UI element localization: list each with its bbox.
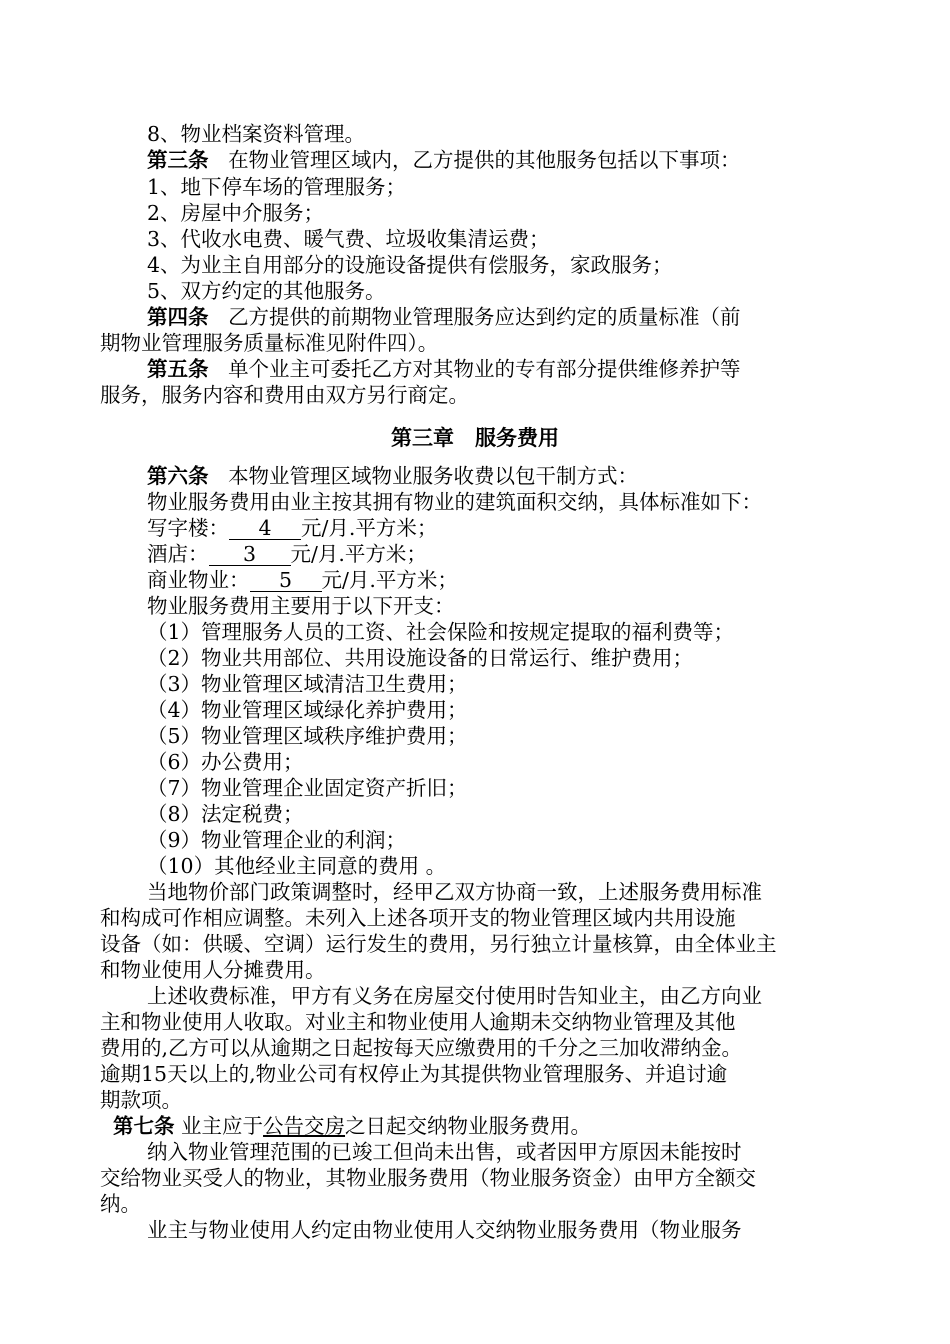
- fee-unit: 元/月.平方米；: [321, 568, 458, 592]
- fee-commercial-value: 5: [250, 569, 322, 592]
- expense-item: （2）物业共用部位、共用设施设备的日常运行、维护费用；: [147, 646, 694, 670]
- article-6: [147, 463, 638, 489]
- fee-office: [147, 515, 437, 541]
- expense-item: （3）物业管理区域清洁卫生费用；: [147, 672, 468, 696]
- user-agreement-para-line: 业主与物业使用人约定由物业使用人交纳物业服务费用（物业服务: [147, 1218, 742, 1242]
- article-5-label: 第五条: [147, 357, 209, 381]
- article-5: [147, 356, 741, 382]
- expense-item: （10）其他经业主同意的费用 。: [147, 854, 447, 878]
- expense-item: （7）物业管理企业固定资产折旧；: [147, 776, 468, 800]
- article-7-text-b: 之日起交纳物业服务费用。: [345, 1114, 592, 1138]
- fee-hotel-value: 3: [209, 543, 291, 566]
- article-3-text: 在物业管理区域内，乙方提供的其他服务包括以下事项：: [228, 148, 741, 172]
- expense-item: （1）管理服务人员的工资、社会保险和按规定提取的福利费等；: [147, 620, 735, 644]
- article-3-label: 第三条: [147, 148, 209, 172]
- article-7-text-underlined: 公告交房: [263, 1114, 346, 1138]
- article-4-text-line2: 期物业管理服务质量标准见附件四）。: [100, 331, 439, 355]
- fee-commercial: [147, 567, 458, 593]
- fee-office-value: 4: [229, 517, 301, 540]
- price-adjust-para-line: 和构成可作相应调整。未列入上述各项开支的物业管理区域内共用设施: [100, 906, 736, 930]
- article-3-item: 5、双方约定的其他服务。: [147, 279, 386, 303]
- article-3-item: 2、房屋中介服务；: [147, 201, 325, 225]
- late-fee-para-line: 费用的,乙方可以从逾期之日起按每天应缴费用的千分之三加收滞纳金。: [100, 1036, 743, 1060]
- article-5-text-line1: 单个业主可委托乙方对其物业的专有部分提供维修养护等: [228, 357, 741, 381]
- fee-unit: 元/月.平方米；: [301, 516, 438, 540]
- article-3-item: 1、地下停车场的管理服务；: [147, 175, 407, 199]
- article-3-item: 3、代收水电费、暖气费、垃圾收集清运费；: [147, 227, 550, 251]
- article-6-text: 本物业管理区域物业服务收费以包干制方式：: [228, 464, 639, 488]
- price-adjust-para-line: 和物业使用人分摊费用。: [100, 958, 326, 982]
- late-fee-para-line: 期款项。: [100, 1088, 182, 1112]
- fee-intro: 物业服务费用由业主按其拥有物业的建筑面积交纳，具体标准如下：: [147, 490, 762, 514]
- price-adjust-para-line: 设备（如：供暖、空调）运行发生的费用，另行独立计量核算，由全体业主: [100, 932, 777, 956]
- late-fee-para-line: 上述收费标准，甲方有义务在房屋交付使用时告知业主，由乙方向业: [147, 984, 762, 1008]
- expense-item: （9）物业管理企业的利润；: [147, 828, 407, 852]
- fee-commercial-label: 商业物业：: [147, 568, 250, 592]
- late-fee-para-line: 逾期15天以上的,物业公司有权停止为其提供物业管理服务、并追讨逾: [100, 1062, 728, 1086]
- expense-item: （6）办公费用；: [147, 750, 304, 774]
- unsold-property-para-line: 纳。: [100, 1192, 141, 1216]
- fee-hotel: [147, 541, 427, 567]
- article-3: [147, 147, 741, 173]
- article-7-label: 第七条: [113, 1114, 175, 1138]
- expense-item: （5）物业管理区域秩序维护费用；: [147, 724, 468, 748]
- fee-hotel-label: 酒店：: [147, 542, 209, 566]
- article-7-text-a: 业主应于: [181, 1114, 264, 1138]
- article-7: [113, 1113, 591, 1139]
- article-3-item: 4、为业主自用部分的设施设备提供有偿服务，家政服务；: [147, 253, 673, 277]
- item-archive-management: 8、物业档案资料管理。: [147, 122, 366, 146]
- article-5-text-line2: 服务，服务内容和费用由双方另行商定。: [100, 383, 469, 407]
- fee-uses-intro: 物业服务费用主要用于以下开支：: [147, 594, 455, 618]
- price-adjust-para-line: 当地物价部门政策调整时，经甲乙双方协商一致，上述服务费用标准: [147, 880, 762, 904]
- fee-office-label: 写字楼：: [147, 516, 229, 540]
- late-fee-para-line: 主和物业使用人收取。对业主和物业使用人逾期未交纳物业管理及其他: [100, 1010, 736, 1034]
- unsold-property-para-line: 交给物业买受人的物业，其物业服务费用（物业服务资金）由甲方全额交: [100, 1166, 756, 1190]
- chapter-title: 第三章 服务费用: [391, 426, 559, 450]
- article-4-text-line1: 乙方提供的前期物业管理服务应达到约定的质量标准（前: [228, 305, 741, 329]
- article-4: [147, 304, 741, 330]
- fee-unit: 元/月.平方米；: [290, 542, 427, 566]
- expense-item: （4）物业管理区域绿化养护费用；: [147, 698, 468, 722]
- unsold-property-para-line: 纳入物业管理范围的已竣工但尚未出售，或者因甲方原因未能按时: [147, 1140, 742, 1164]
- expense-item: （8）法定税费；: [147, 802, 304, 826]
- article-4-label: 第四条: [147, 305, 209, 329]
- article-6-label: 第六条: [147, 464, 209, 488]
